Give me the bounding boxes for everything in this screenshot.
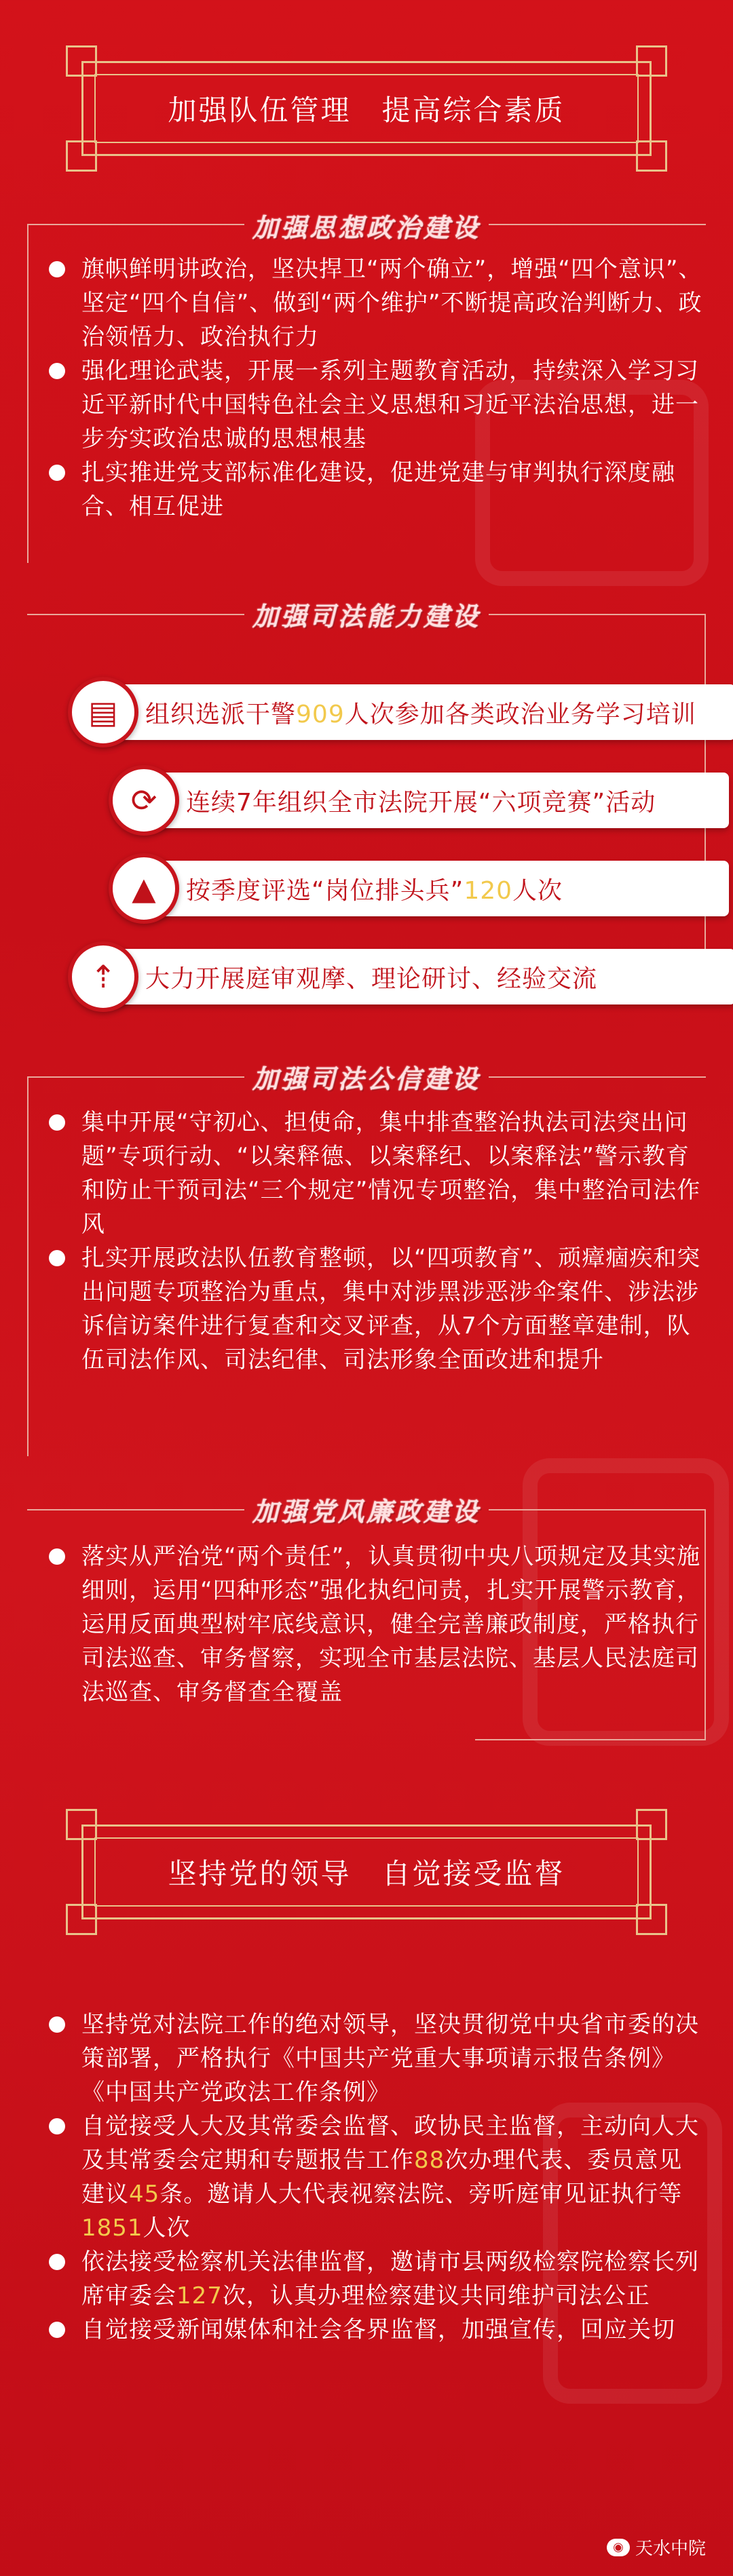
- bullet-dot: [49, 1114, 65, 1131]
- divider-line: [489, 614, 706, 615]
- divider-line: [27, 614, 244, 615]
- corner-ornament: [66, 1809, 97, 1840]
- divider-line: [475, 1739, 706, 1740]
- section-banner-party-leadership: [81, 1824, 652, 1919]
- capacity-row-exchange: [68, 943, 733, 1011]
- wechat-icon: ◉: [607, 2539, 630, 2556]
- bullet-dot: [49, 363, 65, 379]
- list-item: 强化理论武装，开展一系列主题教育活动，持续深入学习习近平新时代中国特色社会主义思想和习近平法治思想，进一步夯实政治忠诚的思想根基: [45, 354, 703, 456]
- bullet-dot: [49, 261, 65, 277]
- procurator-count: 127: [176, 2282, 223, 2309]
- capacity-row-pill: 按季度评选“岗位排头兵”120人次: [138, 861, 729, 916]
- bullet-dot: [49, 465, 65, 481]
- divider-line: [489, 1509, 706, 1510]
- people-growth-icon: ⇡: [68, 941, 138, 1012]
- bullet-dot: [49, 1548, 65, 1565]
- capacity-row-pill: 大力开展庭审观摩、理论研讨、经验交流: [98, 949, 733, 1004]
- credibility-list: [45, 1106, 703, 1377]
- report-count: 88: [414, 2147, 445, 2174]
- capacity-row-ranking: [109, 855, 729, 922]
- corner-ornament: [636, 140, 667, 172]
- list-item: 扎实推进党支部标准化建设，促进党建与审判执行深度融合、相互促进: [45, 456, 703, 524]
- integrity-list: [45, 1540, 703, 1709]
- section-heading-political: 加强思想政治建设: [252, 213, 481, 243]
- list-item: 依法接受检察机关法律监督，邀请市县两级检察院检察长列席审委会127次，认真办理检察建议共同维护司法公正: [45, 2245, 703, 2313]
- corner-ornament: [66, 1904, 97, 1935]
- cycle-clock-icon: ⟳: [109, 765, 179, 836]
- supervision-list: [45, 2008, 703, 2347]
- political-list: [45, 252, 703, 524]
- ranking-count: 120: [464, 876, 513, 905]
- document-award-icon: ▲: [109, 853, 179, 924]
- capacity-row-pill: 组织选派干警909人次参加各类政治业务学习培训: [98, 684, 733, 740]
- banner-title: 加强队伍管理 提高综合素质: [168, 94, 565, 127]
- section-heading-integrity: 加强党风廉政建设: [252, 1497, 481, 1527]
- corner-ornament: [636, 1904, 667, 1935]
- bullet-dot: [49, 2118, 65, 2134]
- list-item: 自觉接受人大及其常委会监督、政协民主监督，主动向人大及其常委会定期和专题报告工作88次办理代表、委员意见建议45条。邀请人大代表视察法院、旁听庭审见证执行等1851人次: [45, 2109, 703, 2245]
- list-item: 落实从严治党“两个责任”，认真贯彻中央八项规定及其实施细则，运用“四种形态”强化执纪问责，扎实开展警示教育，运用反面典型树牢底线意识，健全完善廉政制度，严格执行司法巡查、审务督察，实现全市基层法院、基层人民法庭司法巡查、审务督查全覆盖: [45, 1540, 703, 1709]
- books-icon: ▤: [68, 677, 138, 747]
- list-item: 旗帜鲜明讲政治，坚决捍卫“两个确立”，增强“四个意识”、坚定“四个自信”、做到“两个维护”不断提高政治判断力、政治领悟力、政治执行力: [45, 252, 703, 354]
- divider-line: [489, 1076, 706, 1078]
- account-watermark: ◉ 天水中院: [607, 2535, 706, 2560]
- capacity-row-pill: 连续7年组织全市法院开展“六项竞赛”活动: [138, 773, 729, 828]
- corner-ornament: [66, 140, 97, 172]
- divider-line: [27, 1076, 244, 1078]
- divider-line: [27, 1076, 29, 1456]
- list-item: 扎实开展政法队伍教育整顿，以“四项教育”、顽瘴痼疾和突出问题专项整治为重点，集中对涉黑涉恶涉伞案件、涉法涉诉信访案件进行复查和交叉评查，从7个方面整章建制，队伍司法作风、司法纪律、司法形象全面改进和提升: [45, 1241, 703, 1377]
- list-item: 集中开展“守初心、担使命，集中排查整治执法司法突出问题”专项行动、“以案释德、以案释纪、以案释法”警示教育和防止干预司法“三个规定”情况专项整治，集中整治司法作风: [45, 1106, 703, 1241]
- bullet-dot: [49, 2322, 65, 2338]
- divider-line: [704, 1509, 706, 1740]
- corner-ornament: [66, 45, 97, 77]
- section-heading-capacity: 加强司法能力建设: [252, 602, 481, 631]
- section-banner-team-management: [81, 61, 652, 156]
- capacity-row-competition: [109, 766, 729, 834]
- section-heading-credibility: 加强司法公信建设: [252, 1064, 481, 1094]
- training-count: 909: [296, 700, 345, 728]
- divider-line: [27, 224, 29, 563]
- visit-count: 1851: [81, 2214, 143, 2242]
- capacity-row-training: [68, 678, 733, 746]
- list-item: 自觉接受新闻媒体和社会各界监督，加强宣传，回应关切: [45, 2313, 703, 2347]
- divider-line: [27, 1509, 244, 1510]
- corner-ornament: [636, 45, 667, 77]
- bullet-dot: [49, 1250, 65, 1266]
- banner-title: 坚持党的领导 自觉接受监督: [168, 1857, 565, 1890]
- suggestion-count: 45: [129, 2181, 160, 2208]
- corner-ornament: [636, 1809, 667, 1840]
- bullet-dot: [49, 2016, 65, 2033]
- bullet-dot: [49, 2254, 65, 2270]
- list-item: 坚持党对法院工作的绝对领导，坚决贯彻党中央省市委的决策部署，严格执行《中国共产党重大事项请示报告条例》《中国共产党政法工作条例》: [45, 2008, 703, 2109]
